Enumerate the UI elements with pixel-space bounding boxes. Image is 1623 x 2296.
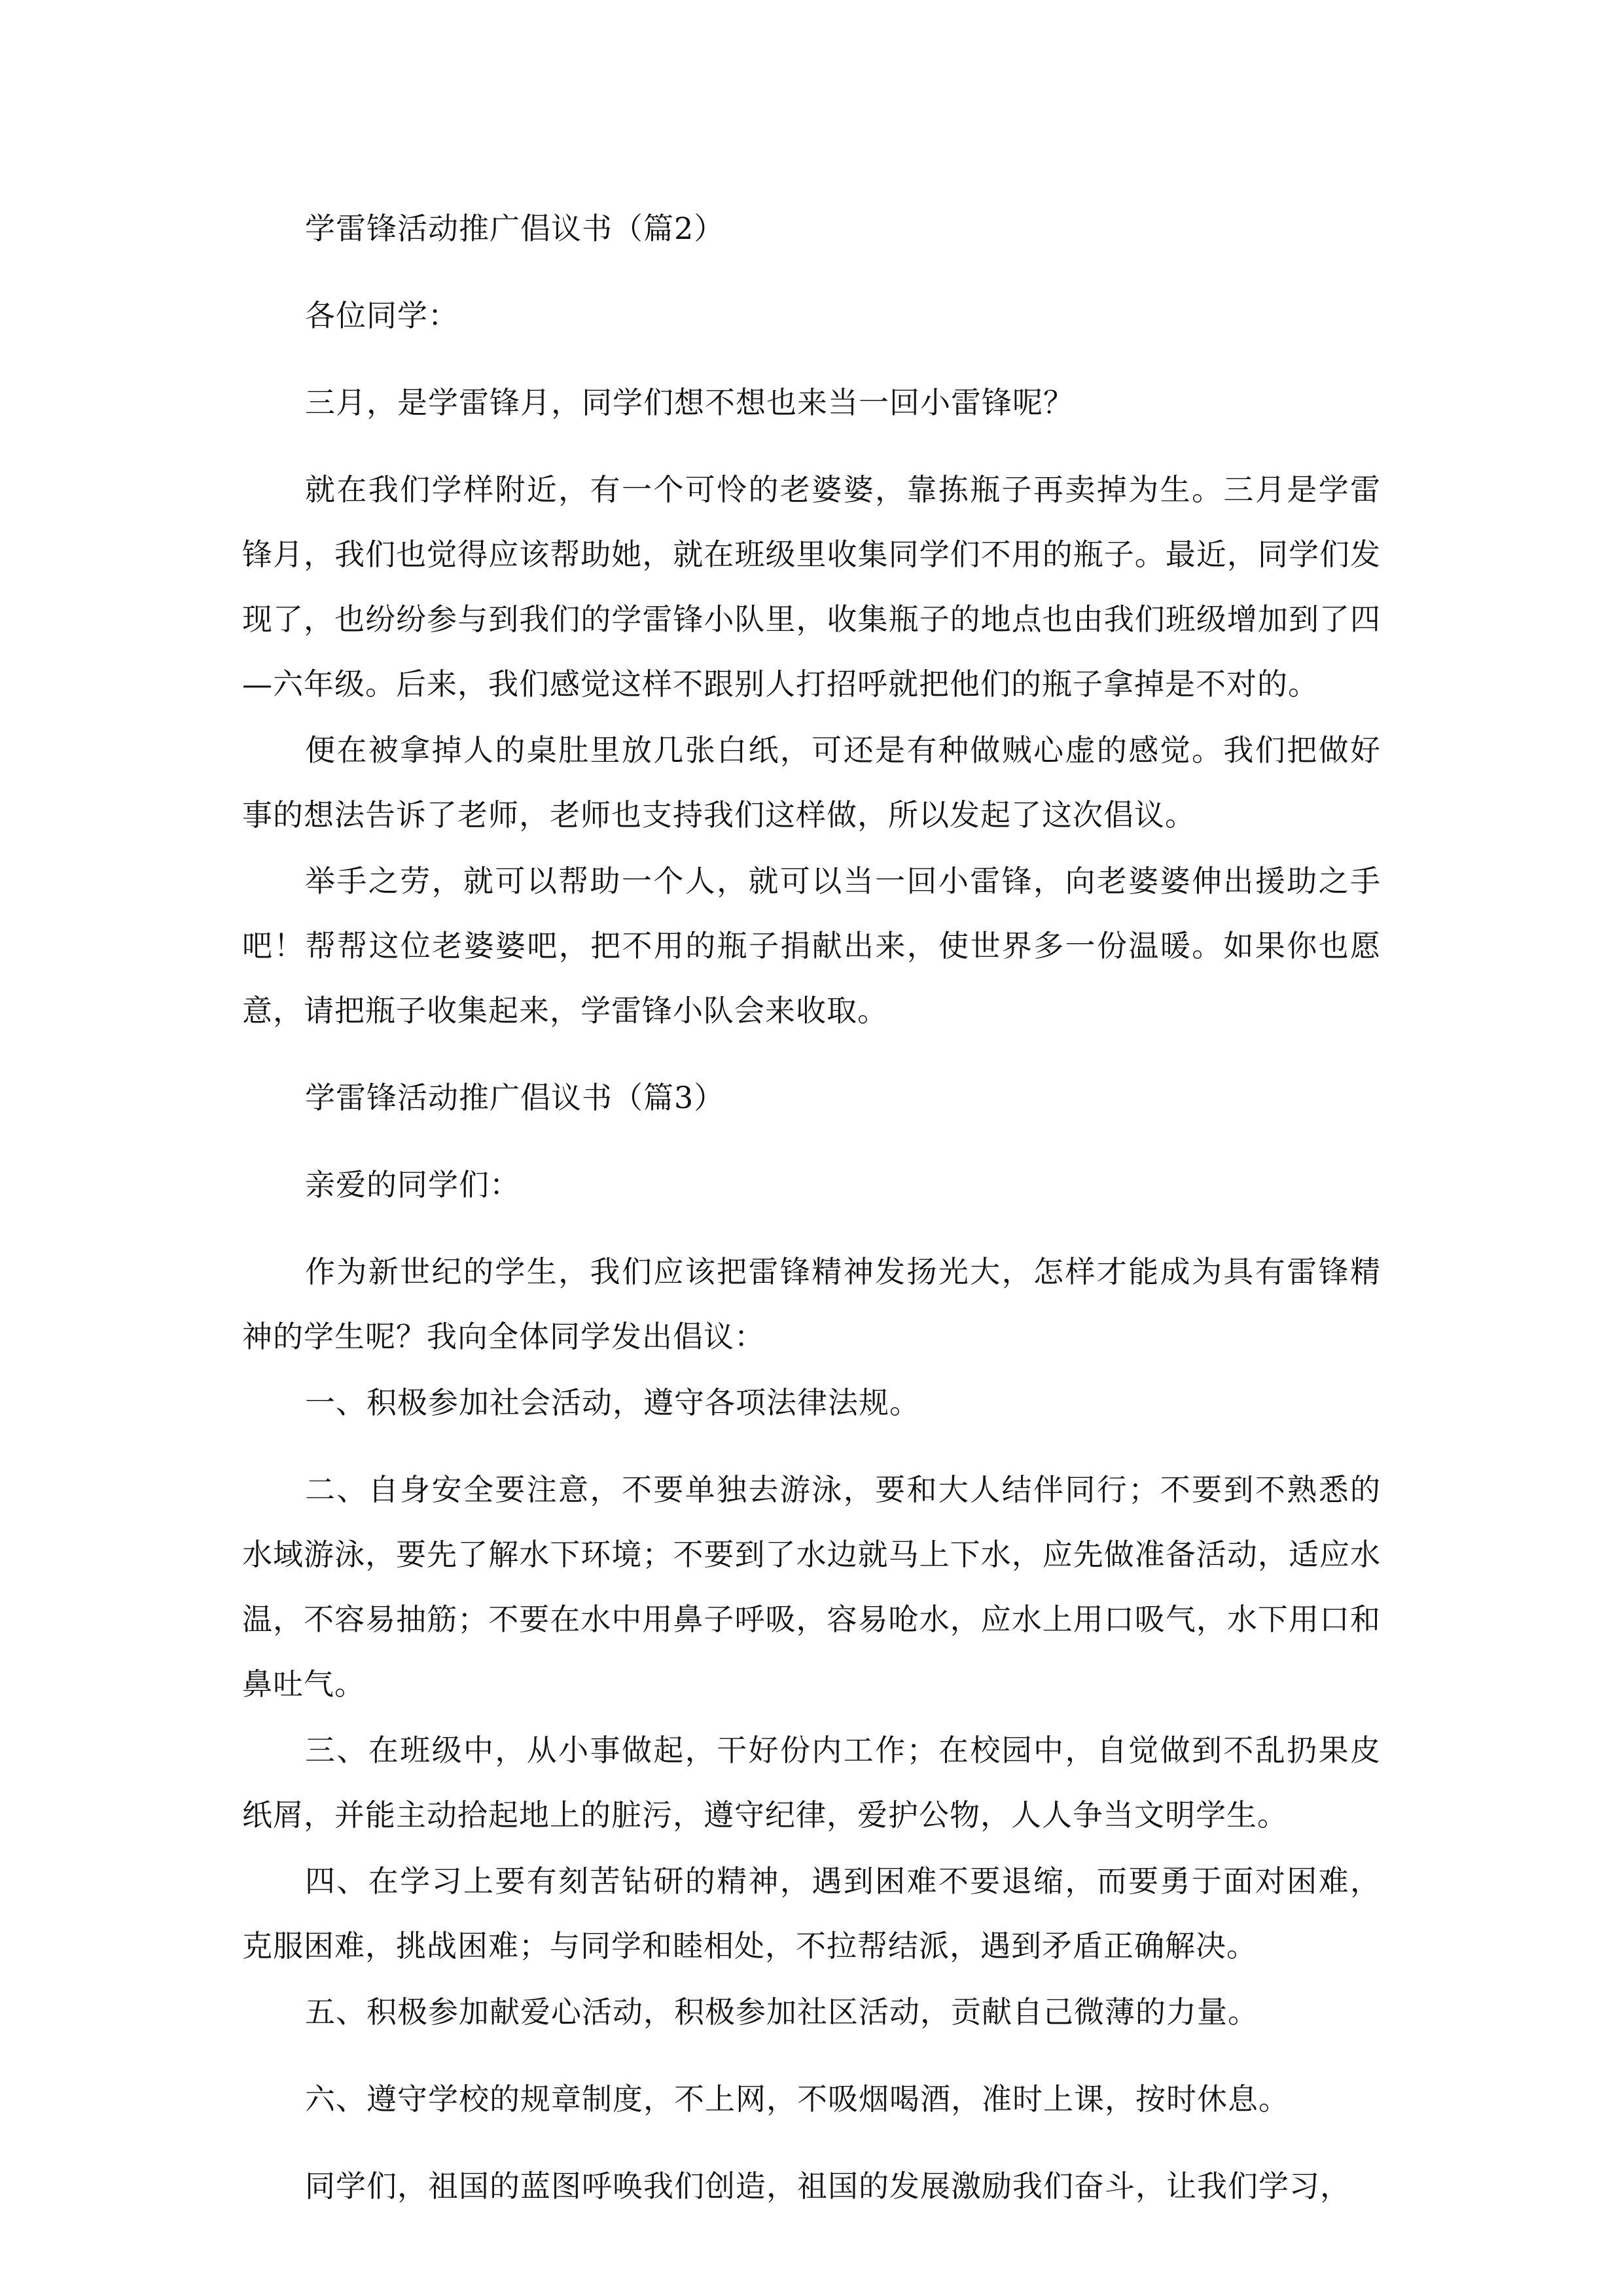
list-item: 一、积极参加社会活动，遵守各项法律法规。 xyxy=(305,1385,920,1420)
salutation: 亲爱的同学们： xyxy=(305,1167,520,1202)
list-item: 四、在学习上要有刻苦钻研的精神，遇到困难不要退缩，而要勇于面对困难，克服困难，挑战困难；与同学和睦相处，不拉帮结派，遇到矛盾正确解决。 xyxy=(242,1863,1381,1964)
paragraph: 举手之劳，就可以帮助一个人，就可以当一回小雷锋，向老婆婆伸出援助之手吧！帮帮这位老婆婆吧，把不用的瓶子捐献出来，使世界多一份温暖。如果你也愿意，请把瓶子收集起来，学雷锋小队会来收取。 xyxy=(242,863,1381,1028)
list-item: 六、遵守学校的规章制度，不上网，不吸烟喝酒，准时上课，按时休息。 xyxy=(305,2081,1289,2117)
paragraph: 就在我们学样附近，有一个可怜的老婆婆，靠拣瓶子再卖掉为生。三月是学雷锋月，我们也觉得应该帮助她，就在班级里收集同学们不用的瓶子。最近，同学们发现了，也纷纷参与到我们的学雷锋小队里，收集瓶子的地点也由我们班级增加到了四—六年级。后来，我们感觉这样不跟别人打招呼就把他们的瓶子拿掉是不对的。 xyxy=(242,472,1381,702)
paragraph: 同学们，祖国的蓝图呼唤我们创造，祖国的发展激励我们奋斗，让我们学习， xyxy=(305,2168,1351,2204)
document-page xyxy=(242,196,1381,2241)
section-title-3: 学雷锋活动推广倡议书（篇3） xyxy=(305,1080,725,1115)
list-item: 五、积极参加献爱心活动，积极参加社区活动，贡献自己微薄的力量。 xyxy=(305,1994,1258,2030)
paragraph: 便在被拿掉人的桌肚里放几张白纸，可还是有种做贼心虚的感觉。我们把做好事的想法告诉了老师，老师也支持我们这样做，所以发起了这次倡议。 xyxy=(242,732,1381,833)
section-title-2: 学雷锋活动推广倡议书（篇2） xyxy=(305,211,725,246)
list-item: 二、自身安全要注意，不要单独去游泳，要和大人结伴同行；不要到不熟悉的水域游泳，要先了解水下环境；不要到了水边就马上下水，应先做准备活动，适应水温，不容易抽筋；不要在水中用鼻子呼吸，容易呛水，应水上用口吸气，水下用口和鼻吐气。 xyxy=(242,1472,1381,1702)
paragraph: 三月，是学雷锋月，同学们想不想也来当一回小雷锋呢？ xyxy=(305,385,1074,420)
list-item: 三、在班级中，从小事做起，干好份内工作；在校园中，自觉做到不乱扔果皮纸屑，并能主动拾起地上的脏污，遵守纪律，爱护公物，人人争当文明学生。 xyxy=(242,1732,1381,1833)
paragraph: 作为新世纪的学生，我们应该把雷锋精神发扬光大，怎样才能成为具有雷锋精神的学生呢？我向全体同学发出倡议： xyxy=(242,1254,1381,1354)
salutation: 各位同学： xyxy=(305,298,459,333)
